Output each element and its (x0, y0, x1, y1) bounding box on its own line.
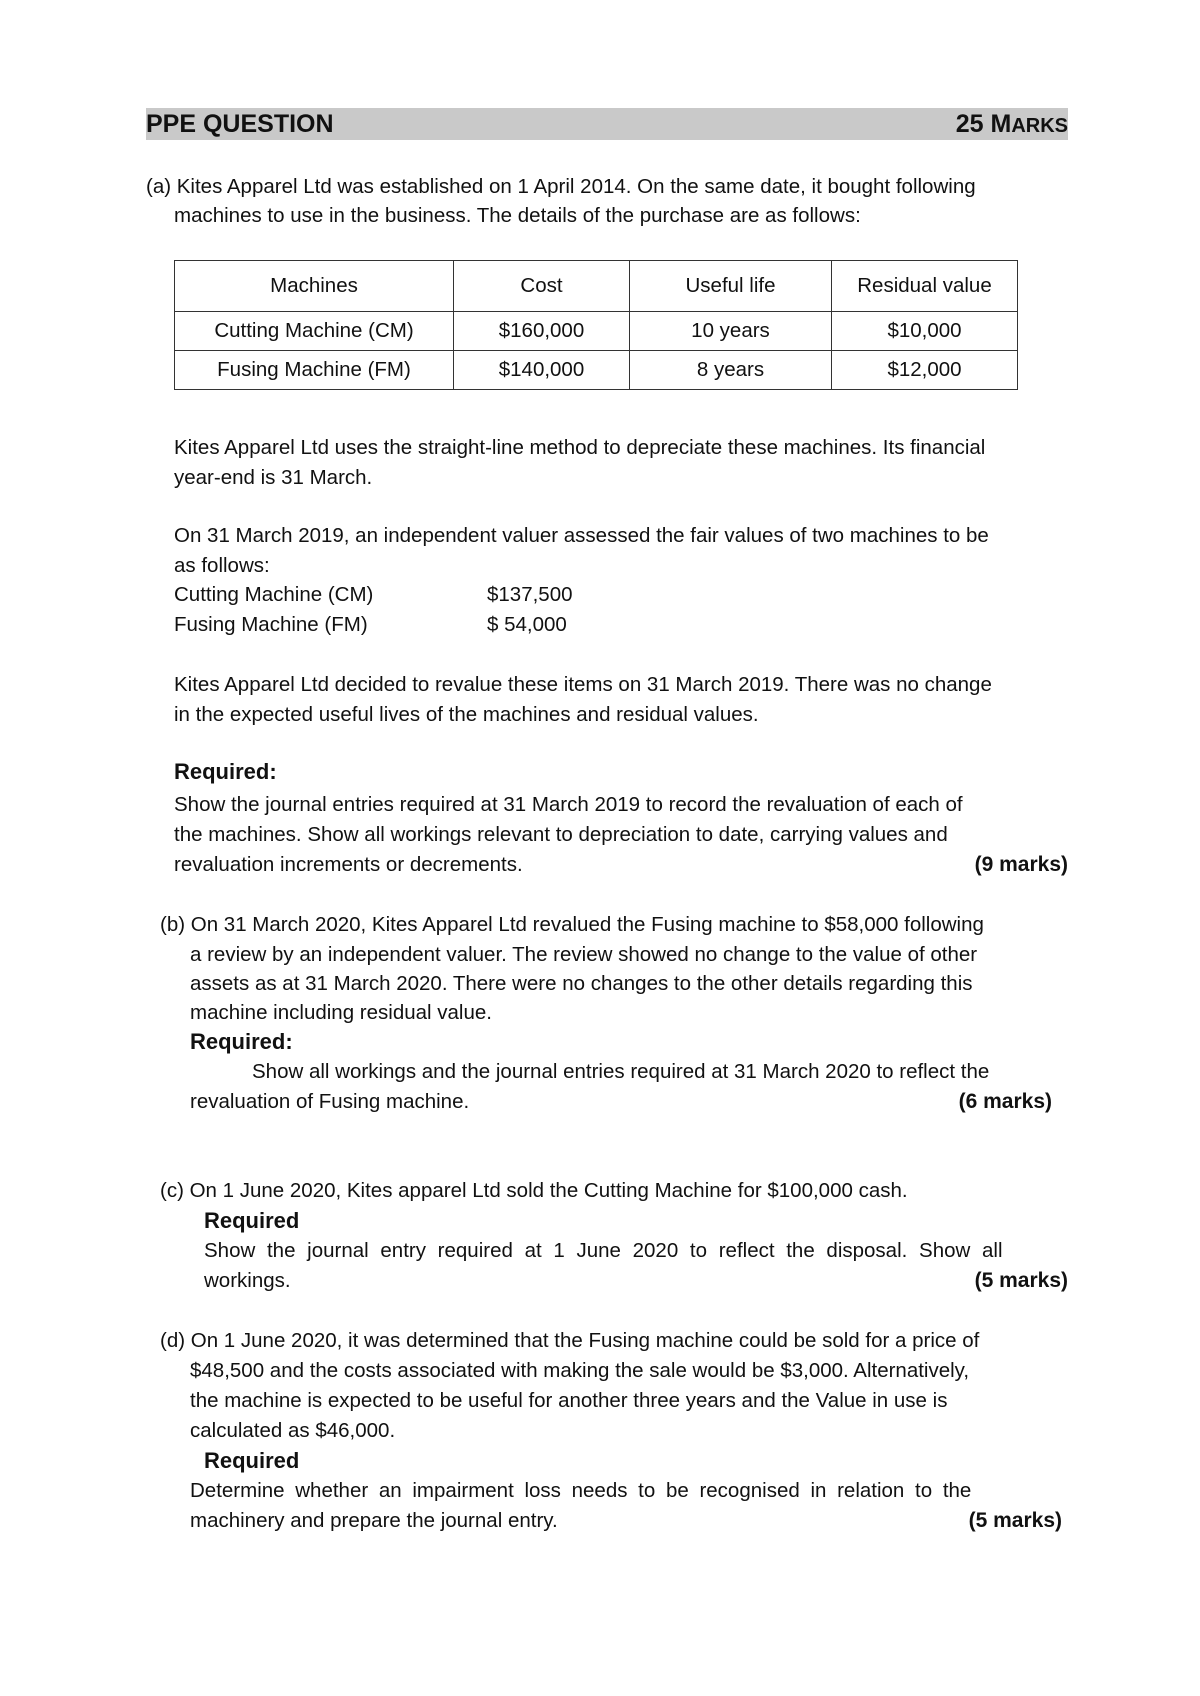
part-b-line1: (b) On 31 March 2020, Kites Apparel Ltd revalued the Fusing machine to $58,000 following (160, 913, 984, 936)
part-a-req-line1: Show the journal entries required at 31 March 2019 to record the revaluation of each of (174, 793, 963, 816)
table-header-cell: Cost (454, 261, 630, 312)
part-d-req-line2: machinery and prepare the journal entry. (190, 1509, 558, 1532)
part-a-line1: (a) Kites Apparel Ltd was established on 1 April 2014. On the same date, it bought following (146, 175, 976, 198)
table-cell: Cutting Machine (CM) (175, 312, 454, 351)
part-b-line3: assets as at 31 March 2020. There were no changes to the other details regarding this (190, 972, 973, 995)
part-c-required-label: Required (204, 1208, 300, 1233)
table-cell: $10,000 (832, 312, 1018, 351)
fair-value-amount: $ 54,000 (487, 613, 567, 636)
fair-value-amount: $137,500 (487, 583, 573, 606)
fair-value-machine: Cutting Machine (CM) (174, 583, 374, 606)
part-d-line4: calculated as $46,000. (190, 1419, 396, 1442)
part-b-required-label: Required: (190, 1029, 293, 1054)
table-cell: 8 years (630, 351, 832, 390)
part-b-req-line2: revaluation of Fusing machine. (190, 1090, 470, 1113)
machines-table (174, 260, 1018, 390)
part-d-line1: (d) On 1 June 2020, it was determined that the Fusing machine could be sold for a price of (160, 1329, 980, 1352)
part-c-req-line1: Show the journal entry required at 1 June 2020 to reflect the disposal. Show all (204, 1239, 1003, 1262)
table-cell: Fusing Machine (FM) (175, 351, 454, 390)
part-d-line2: $48,500 and the costs associated with making the sale would be $3,000. Alternatively, (190, 1359, 970, 1382)
question-header (146, 108, 1068, 140)
part-d-required-label: Required (204, 1448, 300, 1473)
table-cell: $140,000 (454, 351, 630, 390)
table-row (175, 351, 1018, 390)
table-row (175, 312, 1018, 351)
question-title: PPE QUESTION (146, 110, 334, 138)
part-c-req-line2: workings. (204, 1269, 291, 1292)
table-header-cell: Useful life (630, 261, 832, 312)
part-a-para2-line2: as follows: (174, 554, 270, 577)
table-header-cell: Residual value (832, 261, 1018, 312)
table-cell: $160,000 (454, 312, 630, 351)
table-cell: 10 years (630, 312, 832, 351)
part-d-req-line1: Determine whether an impairment loss needs to be recognised in relation to the (190, 1479, 972, 1502)
part-a-req-line3: revaluation increments or decrements. (174, 853, 523, 876)
part-b-line2: a review by an independent valuer. The review showed no change to the value of other (190, 943, 978, 966)
part-c-line1: (c) On 1 June 2020, Kites apparel Ltd sold the Cutting Machine for $100,000 cash. (160, 1179, 908, 1202)
part-d-line3: the machine is expected to be useful for another three years and the Value in use is (190, 1389, 948, 1412)
part-b-marks: (6 marks) (958, 1090, 1052, 1113)
part-a-para3-line2: in the expected useful lives of the machines and residual values. (174, 703, 759, 726)
part-b-line4: machine including residual value. (190, 1001, 492, 1024)
part-a-para2-line1: On 31 March 2019, an independent valuer assessed the fair values of two machines to be (174, 524, 989, 547)
part-a-required-label: Required: (174, 759, 277, 784)
part-a-marks: (9 marks) (974, 853, 1068, 876)
part-d-marks: (5 marks) (968, 1509, 1062, 1532)
part-a-line2: machines to use in the business. The details of the purchase are as follows: (174, 204, 861, 227)
table-cell: $12,000 (832, 351, 1018, 390)
table-header-cell: Machines (175, 261, 454, 312)
part-c-marks: (5 marks) (974, 1269, 1068, 1292)
part-a-para1-line1: Kites Apparel Ltd uses the straight-line method to depreciate these machines. Its financial (174, 436, 986, 459)
part-b-req-line1: Show all workings and the journal entries required at 31 March 2020 to reflect the (252, 1060, 990, 1083)
total-marks: 25 MARKS (955, 110, 1068, 138)
table-header-row (175, 261, 1018, 312)
part-a-para3-line1: Kites Apparel Ltd decided to revalue these items on 31 March 2019. There was no change (174, 673, 992, 696)
part-a-req-line2: the machines. Show all workings relevant to depreciation to date, carrying values and (174, 823, 948, 846)
fair-value-machine: Fusing Machine (FM) (174, 613, 368, 636)
part-a-para1-line2: year-end is 31 March. (174, 466, 373, 489)
